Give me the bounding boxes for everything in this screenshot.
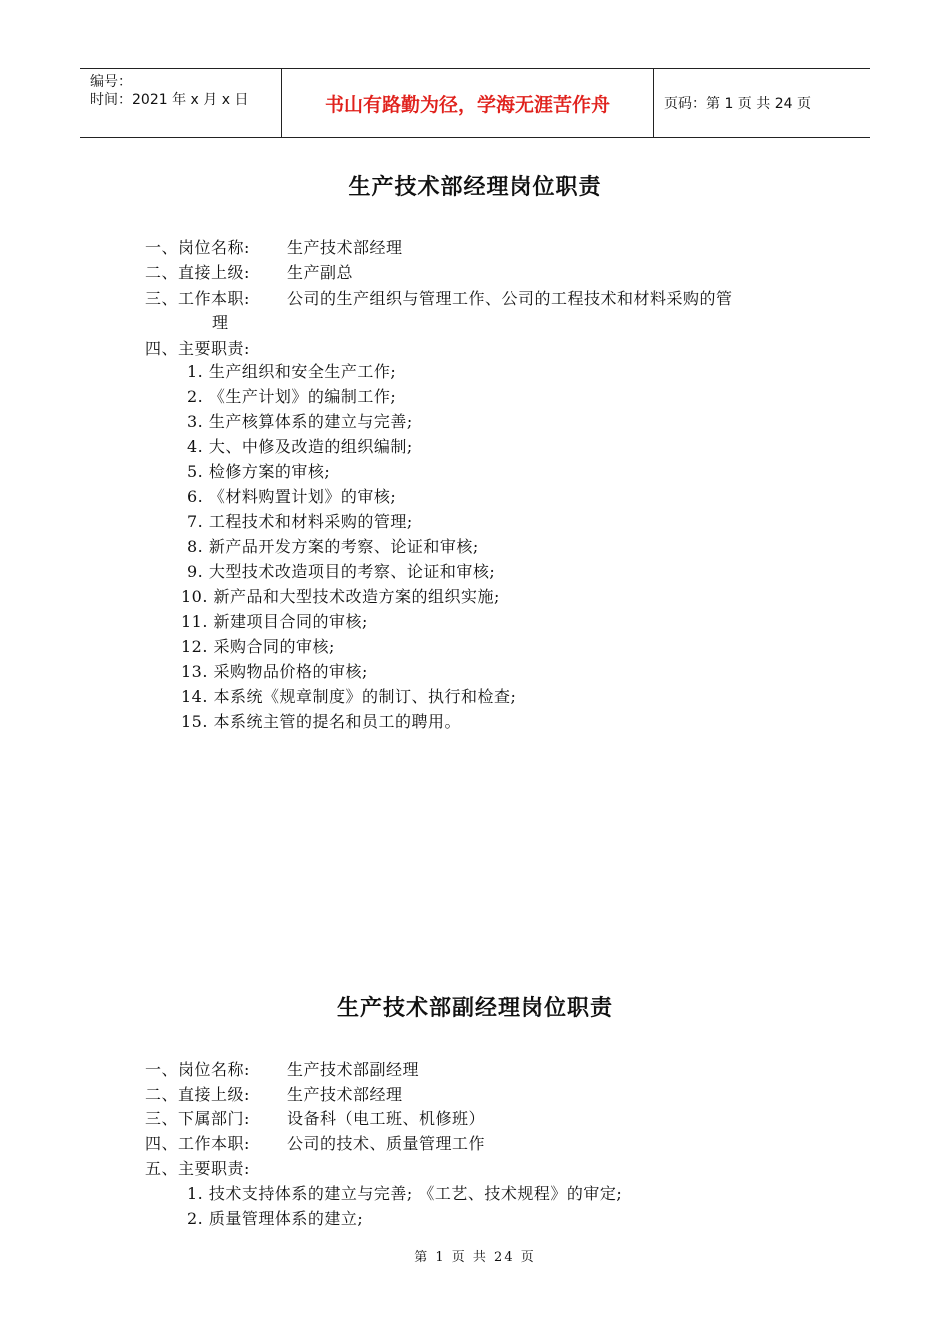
field-value: 生产副总 bbox=[287, 263, 354, 282]
section1-field bbox=[145, 235, 403, 258]
duty-item: 11. 新建项目合同的审核; bbox=[181, 612, 368, 631]
duty-item: 15. 本系统主管的提名和员工的聘用。 bbox=[181, 712, 462, 731]
duty-item: 5. 检修方案的审核; bbox=[187, 462, 331, 481]
page-info: 页码：第 1 页 共 24 页 bbox=[664, 96, 811, 112]
duty-item: 1. 技术支持体系的建立与完善; 《工艺、技术规程》的审定; bbox=[187, 1184, 623, 1203]
section2-duties-label: 五、主要职责: bbox=[145, 1159, 250, 1178]
section2-field bbox=[145, 1057, 419, 1080]
field-value: 生产技术部副经理 bbox=[287, 1060, 420, 1079]
duty-item: 12. 采购合同的审核; bbox=[181, 637, 335, 656]
page-footer: 第 1 页 共 24 页 bbox=[414, 1250, 536, 1265]
section2-field bbox=[145, 1106, 485, 1129]
section1-field bbox=[145, 286, 733, 309]
duty-item: 6. 《材料购置计划》的审核; bbox=[187, 487, 397, 506]
field-value: 公司的技术、质量管理工作 bbox=[287, 1134, 486, 1153]
document-header bbox=[80, 68, 870, 138]
field-label: 二、直接上级: bbox=[145, 1085, 250, 1104]
field-label: 三、工作本职: bbox=[145, 289, 250, 308]
duty-item: 14. 本系统《规章制度》的制订、执行和检查; bbox=[181, 687, 517, 706]
motto: 书山有路勤为径，学海无涯苦作舟 bbox=[282, 69, 654, 137]
section1-duties-label: 四、主要职责: bbox=[145, 339, 250, 358]
section2-field bbox=[145, 1082, 403, 1105]
duty-item: 1. 生产组织和安全生产工作; bbox=[187, 362, 397, 381]
time-label: 时间：2021 年 x 月 x 日 bbox=[90, 92, 249, 108]
field-value: 设备科（电工班、机修班） bbox=[287, 1109, 486, 1128]
header-left-cell bbox=[80, 69, 282, 137]
duty-item: 8. 新产品开发方案的考察、论证和审核; bbox=[187, 537, 479, 556]
number-label: 编号： bbox=[90, 74, 132, 90]
field-value: 生产技术部经理 bbox=[287, 238, 403, 257]
duty-item: 2. 质量管理体系的建立; bbox=[187, 1209, 364, 1228]
field-label: 一、岗位名称: bbox=[145, 1060, 250, 1079]
duty-item: 4. 大、中修及改造的组织编制; bbox=[187, 437, 413, 456]
duty-item: 13. 采购物品价格的审核; bbox=[181, 662, 368, 681]
duty-item: 2. 《生产计划》的编制工作; bbox=[187, 387, 397, 406]
field-label: 四、工作本职: bbox=[145, 1134, 250, 1153]
field-label: 三、下属部门: bbox=[145, 1109, 250, 1128]
duty-item: 10. 新产品和大型技术改造方案的组织实施; bbox=[181, 587, 500, 606]
field-value-wrap: 理 bbox=[212, 313, 229, 332]
section1-title: 生产技术部经理岗位职责 bbox=[348, 175, 602, 200]
duty-item: 3. 生产核算体系的建立与完善; bbox=[187, 412, 413, 431]
field-value: 生产技术部经理 bbox=[287, 1085, 403, 1104]
field-value: 公司的生产组织与管理工作、公司的工程技术和材料采购的管 bbox=[287, 289, 733, 308]
field-label: 二、直接上级: bbox=[145, 263, 250, 282]
duty-item: 9. 大型技术改造项目的考察、论证和审核; bbox=[187, 562, 496, 581]
duty-item: 7. 工程技术和材料采购的管理; bbox=[187, 512, 413, 531]
section1-field bbox=[145, 260, 353, 283]
field-label: 一、岗位名称: bbox=[145, 238, 250, 257]
section2-field bbox=[145, 1131, 485, 1154]
section2-title: 生产技术部副经理岗位职责 bbox=[336, 996, 613, 1021]
